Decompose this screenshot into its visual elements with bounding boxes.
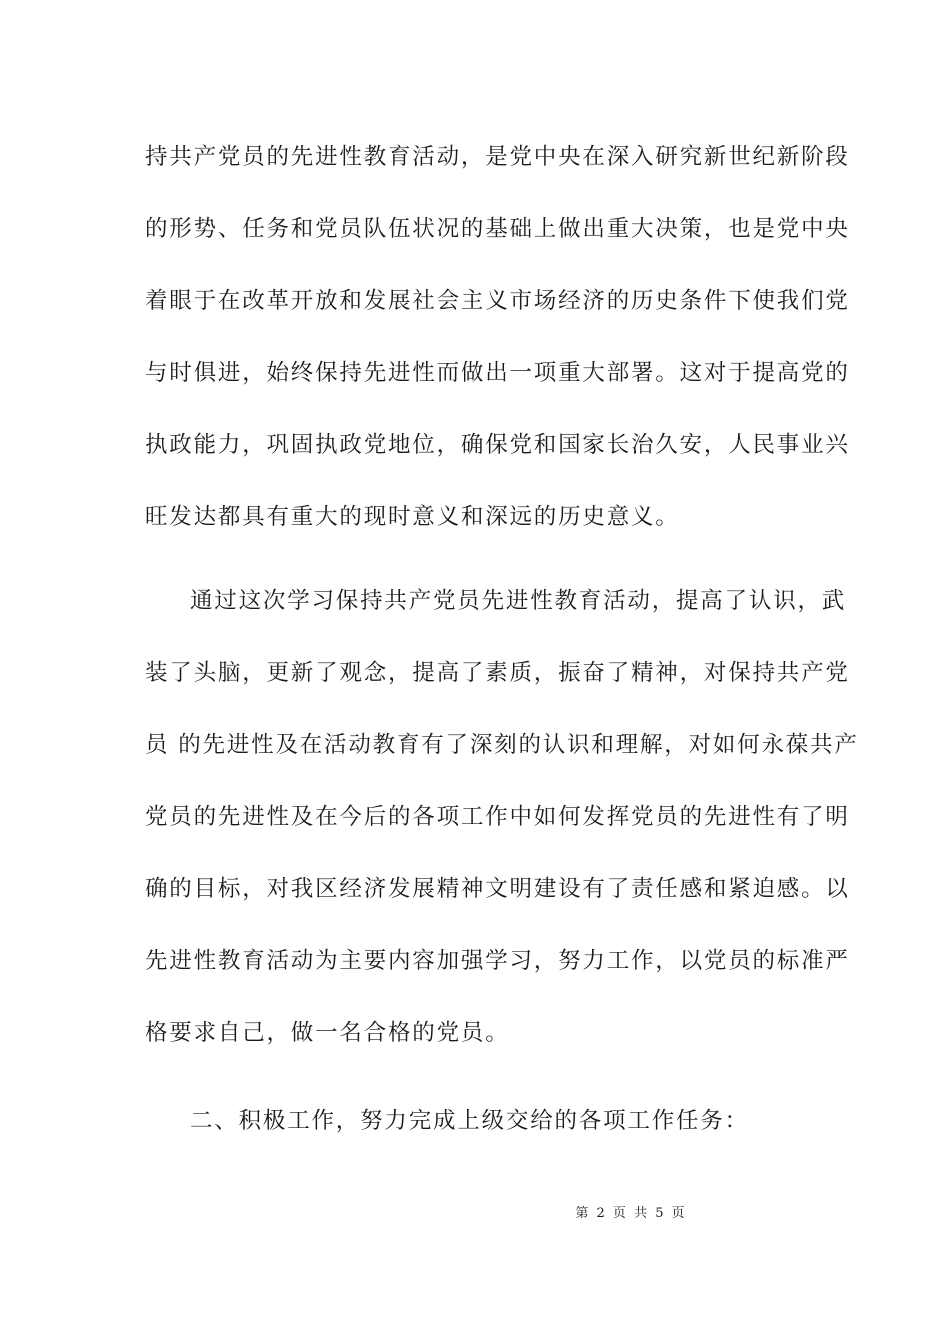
text-line: 确的目标，对我区经济发展精神文明建设有了责任感和紧迫感。以 bbox=[145, 876, 850, 902]
section-heading: 二、积极工作，努力完成上级交给的各项工作任务： bbox=[190, 1108, 749, 1134]
text-line: 员 的先进性及在活动教育有了深刻的认识和理解，对如何永葆共产 bbox=[145, 732, 859, 758]
footer-page-word: 页 bbox=[612, 1206, 626, 1221]
text-line: 与时俱进，始终保持先进性而做出一项重大部署。这对于提高党的 bbox=[145, 360, 850, 386]
text-line: 执政能力，巩固执政党地位，确保党和国家长治久安，人民事业兴 bbox=[145, 432, 850, 458]
paragraph-first-line: 通过这次学习保持共产党员先进性教育活动，提高了认识，武 bbox=[190, 588, 847, 614]
footer-suffix: 页 bbox=[671, 1206, 685, 1221]
page-footer bbox=[0, 1206, 950, 1222]
text-line: 持共产党员的先进性教育活动，是党中央在深入研究新世纪新阶段 bbox=[145, 144, 850, 170]
footer-current-page: 2 bbox=[596, 1206, 605, 1221]
footer-total-word: 共 bbox=[634, 1206, 648, 1221]
text-line: 装了头脑，更新了观念，提高了素质，振奋了精神，对保持共产党 bbox=[145, 660, 850, 686]
footer-prefix: 第 bbox=[575, 1206, 589, 1221]
text-line: 的形势、任务和党员队伍状况的基础上做出重大决策，也是党中央 bbox=[145, 216, 850, 242]
text-line: 先进性教育活动为主要内容加强学习，努力工作，以党员的标准严 bbox=[145, 948, 850, 974]
text-line: 党员的先进性及在今后的各项工作中如何发挥党员的先进性有了明 bbox=[145, 804, 850, 830]
text-line: 旺发达都具有重大的现时意义和深远的历史意义。 bbox=[145, 504, 680, 530]
footer-total-pages: 5 bbox=[655, 1206, 664, 1221]
text-line: 格要求自己，做一名合格的党员。 bbox=[145, 1020, 510, 1046]
text-line: 着眼于在改革开放和发展社会主义市场经济的历史条件下使我们党 bbox=[145, 288, 850, 314]
